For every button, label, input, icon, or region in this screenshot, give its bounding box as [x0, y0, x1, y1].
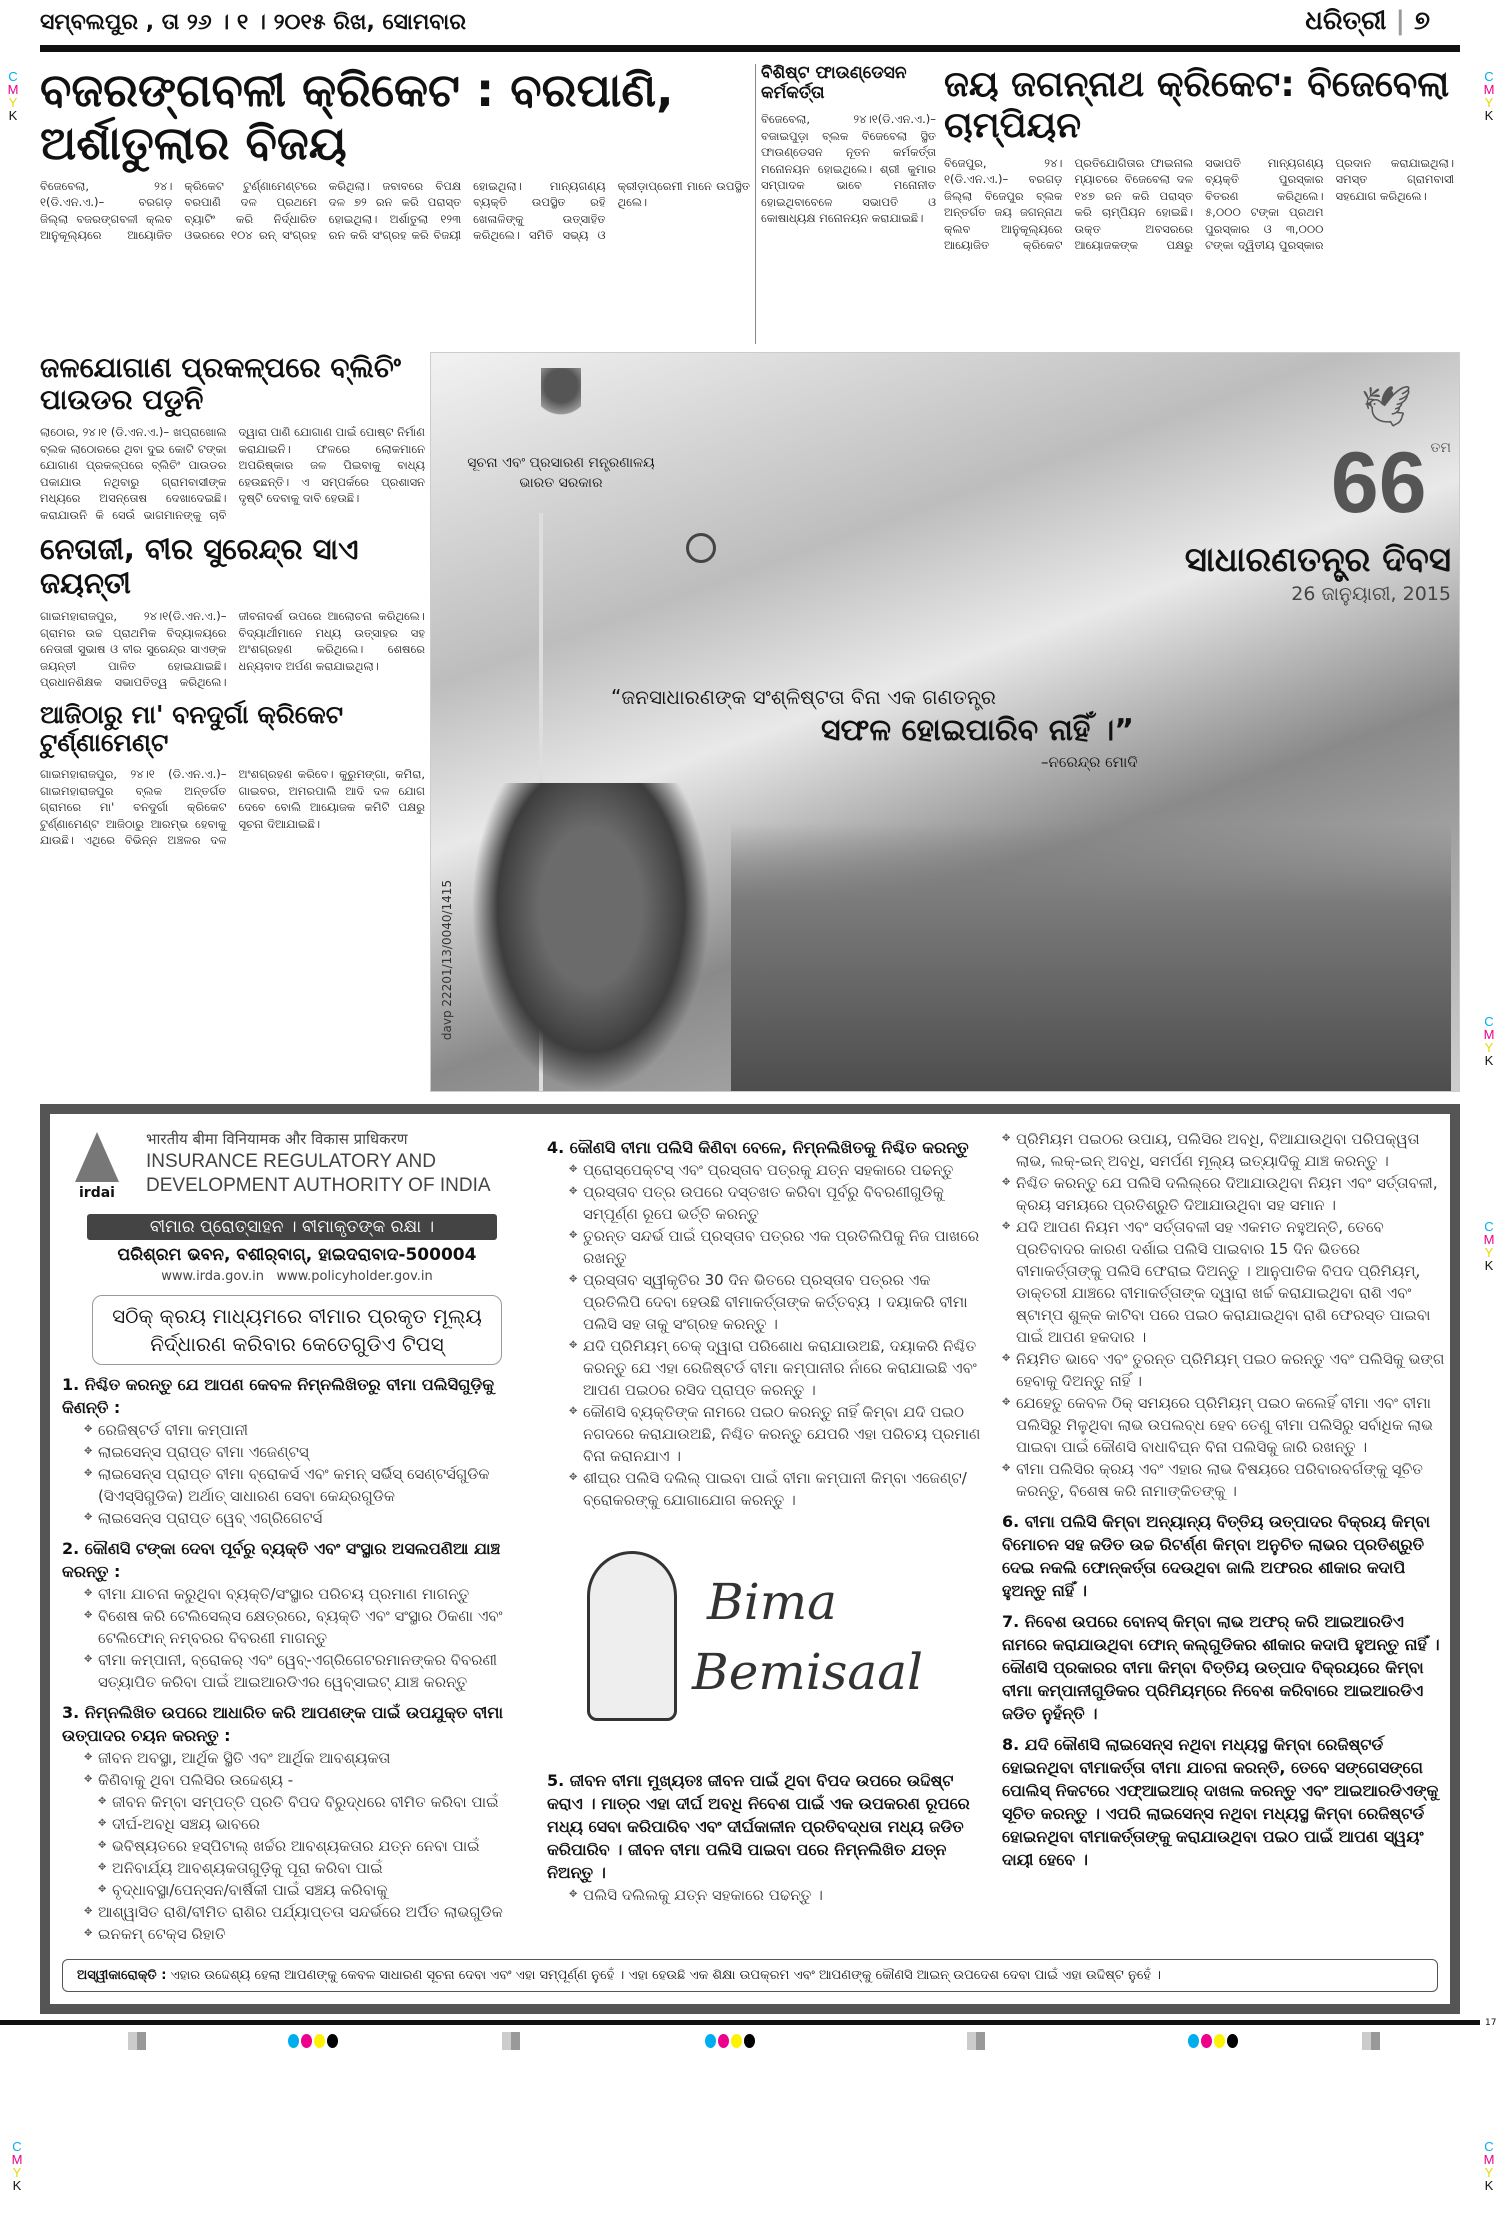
list-item: ✥ ଲାଇସେନ୍ସ ପ୍ରାପ୍ତ ବୀମା ଏଜେଣ୍ଟସ୍	[84, 1441, 532, 1463]
article-sivik	[761, 64, 936, 227]
anniversary-suffix: ତମ	[1430, 440, 1451, 456]
bullet-list	[62, 1583, 532, 1693]
list-item: ✥ ଅନିବାର୍ଯ୍ୟ ଆବଶ୍ୟକତାଗୁଡ଼ିକୁ ପୂରା କରିବା ପାଇଁ	[98, 1857, 532, 1879]
top-articles-row	[40, 64, 1460, 344]
article-jagannath-body: ବିଜେପୁର, ୨୪।୧(ଡି.ଏନ.ଏ.)– ବରଗଡ଼ ଜିଲ୍ଲା ବିଜେପୁର ବ୍ଲକ ଅନ୍ତର୍ଗତ ଜୟ ଜଗନ୍ନାଥ କ୍ଲବ ଆନୁକୂଲ୍ୟରେ ଆୟୋଜିତ କ୍ରିକେଟ ପ୍ରତିଯୋଗିତାର ଫାଇନାଲ ମ୍ୟାଚରେ ବିଜେବେଲା ଦଳ ୧୪୭ ରନ କରି ପରାସ୍ତ କରି ଚାମ୍ପିୟନ ହୋଇଛି। ଉକ୍ତ ଅବସରରେ ଆୟୋଜକଙ୍କ ପକ୍ଷରୁ ସଭାପତି ମାନ୍ୟଗଣ୍ୟ ବ୍ୟକ୍ତି ପୁରସ୍କାର ବିତରଣ କରିଥିଲେ। ୫,୦୦୦ ଟଙ୍କା ପ୍ରଥମ ପୁରସ୍କାର ଓ ୩,୦୦୦ ଟଙ୍କା ଦ୍ୱିତୀୟ ପୁରସ୍କାର ପ୍ରଦାନ କରାଯାଇଥିଲା। ସମସ୍ତ ଗ୍ରାମବାସୀ ସହଯୋଗ କରିଥିଲେ।	[944, 155, 1454, 253]
section-5-continued	[1002, 1128, 1447, 1502]
irda-column-1	[62, 1128, 532, 1945]
list-item: ✥ ଯଦି ପ୍ରିମିୟମ୍ ଚେକ୍ ଦ୍ୱାରା ପରିଶୋଧ କରାଯାଉଅଛି, ଦୟାକରି ନିଶ୍ଚିତ କରନ୍ତୁ ଯେ ଏହା ରେଜିଷ୍ଟର୍ଡ ବୀମା କମ୍ପାନୀର ନାଁରେ କରାଯାଇଛି ଏବଂ ଆପଣ ପଇଠର ରସିଦ ପ୍ରାପ୍ତ କରନ୍ତୁ ।	[569, 1335, 987, 1401]
list-item: ✥ ଇନକମ୍ ଟେକ୍ସ ରିହାତି	[84, 1923, 532, 1945]
middle-row	[40, 352, 1460, 1092]
irda-column-2	[547, 1128, 987, 1906]
text: M	[1483, 2152, 1495, 2167]
headline-jalayogana: ଜଳଯୋଗାଣ ପ୍ରକଳ୍ପରେ ବ୍ଲିଚିଂ ପାଉଡର ପଡୁନି	[40, 351, 401, 417]
folio: 17	[1485, 2018, 1497, 2028]
disclaimer-label: ଅସ୍ୱୀକାରୋକ୍ତି :	[77, 1968, 167, 1983]
list-item: ✥ ନିଶ୍ଚିତ କରନ୍ତୁ ଯେ ପଲିସି ଦଲିଲ୍‌ରେ ଦିଆଯାଉଥିବା ନିୟମ ଏବଂ ସର୍ତ୍ତାବଳୀ, କ୍ରୟ ସମୟରେ ପ୍ରତିଶ୍ରୁତି ଦିଆଯାଉଥିବା ସହ ସମାନ ।	[1002, 1172, 1447, 1216]
irda-name-block	[146, 1128, 532, 1198]
ink-dot	[288, 2034, 299, 2048]
section-heading: 3. ନିମ୍ନଲିଖିତ ଉପରେ ଆଧାରିତ କରି ଆପଣଙ୍କ ପାଇଁ ଉପଯୁକ୍ତ ବୀମା ଉତ୍ପାଦର ଚୟନ କରନ୍ତୁ :	[62, 1703, 504, 1745]
text: C	[12, 2139, 22, 2154]
article-sivik-body: ବିଜେବେଲା, ୨୪।୧(ଡି.ଏନ.ଏ.)– ବଜାଇପୁଡ଼ା ବ୍ଲକ ବିଜେବେଲା ସ୍ଥିତ ଫାଉଣ୍ଡେସନ ନୂତନ କର୍ମକର୍ତ୍ତା ମନୋନୟନ ହୋଇଥିଲେ। ଶ୍ରୀ କୁମାର ସମ୍ପାଦକ ଭାବେ ମନୋନୀତ ହୋଇଥିବାବେଳେ ସଭାପତି ଓ କୋଷାଧ୍ୟକ୍ଷ ମନୋନୟନ କରାଯାଇଛି।	[761, 112, 936, 226]
list-item: ✥ ରେଜିଷ୍ଟର୍ଡ ବୀମା କମ୍ପାନୀ	[84, 1419, 532, 1441]
text: Y	[1484, 95, 1494, 110]
text: K	[1484, 1053, 1494, 1068]
irda-tagline: ବୀମାର ପ୍ରୋତ୍ସାହନ । ବୀମାକୃତଙ୍କ ରକ୍ଷା ।	[87, 1214, 497, 1240]
list-item: ✥ ଲାଇସେନ୍ସ ପ୍ରାପ୍ତ ବୀମା ବ୍ରୋକର୍ସ ଏବଂ କମନ୍ ସର୍ଭିସ୍ ସେଣ୍ଟର୍ସଗୁଡିକ (ସିଏସ୍‌ସିଗୁଡିକ) ଅର୍ଥାତ୍ ସାଧାରଣ ସେବା କେନ୍ଦ୍ରଗୁଡିକ	[84, 1463, 532, 1507]
bullet-list	[547, 1159, 987, 1511]
text: K	[12, 2178, 22, 2193]
section-3	[62, 1701, 532, 1945]
list-item: ✥ ପ୍ରିମିୟମ ପଇଠର ଉପାୟ, ପଲିସିର ଅବଧି, ବିଆଯାଉଥିବା ପରିପକ୍ୱତା ଲାଭ, ଲକ୍-ଇନ୍ ଅବଧି, ସମର୍ପଣ ମୂଲ୍ୟ ଇତ୍ୟାଦିକୁ ଯାଞ୍ଚ କରନ୍ତୁ ।	[1002, 1128, 1447, 1172]
list-item: ✥ ବୀମା ଯାଚନା କରୁଥିବା ବ୍ୟକ୍ତି/ସଂସ୍ଥାର ପରିଚୟ ପ୍ରମାଣ ମାଗନ୍ତୁ	[84, 1583, 532, 1605]
text: K	[1484, 2178, 1494, 2193]
article-bajrangbali-body: ବିଜେବେଲା, ୨୪।୧(ଡି.ଏନ.ଏ.)– ବରଗଡ଼ ଜିଲ୍ଲା ବଜରଙ୍ଗବଳୀ କ୍ଲବ ଆନୁକୂଲ୍ୟରେ ଆୟୋଜିତ କ୍ରିକେଟ ଟୁର୍ଣ୍ଣାମେଣ୍ଟରେ ବରପାଣି ଦଳ ପ୍ରଥମେ ବ୍ୟାଟିଂ କରି ନିର୍ଦ୍ଧାରିତ ଓଭରରେ ୧୦୪ ରନ୍ ସଂଗ୍ରହ କରିଥିଲା। ଜବାବରେ ବିପକ୍ଷ ଦଳ ୭୨ ରନ କରି ପରାସ୍ତ ହୋଇଥିଲା। ଅର୍ଶାତୁଲା ୧୨୩ ରନ କରି ସଂଗ୍ରହ କରି ବିଜୟୀ ହୋଇଥିଲା। ମାନ୍ୟଗଣ୍ୟ ବ୍ୟକ୍ତି ଉପସ୍ଥିତ ରହି ଖେଳାଳିଙ୍କୁ ଉତ୍ସାହିତ କରିଥିଲେ। ସମିତି ସଭ୍ୟ ଓ କ୍ରୀଡ଼ାପ୍ରେମୀ ମାନେ ଉପସ୍ଥିତ ଥିଲେ।	[40, 178, 750, 243]
ink-dot	[731, 2034, 742, 2048]
article-bandurga	[40, 701, 425, 849]
color-registration-dots	[705, 2033, 757, 2052]
quote-line-1: “ଜନସାଧାରଣଙ୍କ ସଂଶ୍ଳିଷ୍ଟତା ବିନା ଏକ ଗଣତନ୍ତ୍ର	[611, 685, 996, 709]
ink-dot	[718, 2034, 729, 2048]
dove-icon: 🕊	[1361, 384, 1412, 430]
bullet-list	[547, 1884, 987, 1906]
header-rule	[40, 45, 1460, 52]
list-item: ✥ ପ୍ରସ୍ତାବ ପତ୍ର ଉପରେ ଦସ୍ତଖତ କରିବା ପୂର୍ବରୁ ବିବରଣୀଗୁଡିକୁ ସମ୍ପୂର୍ଣ୍ଣ ରୂପେ ଭର୍ତ୍ତି କରନ୍ତୁ	[569, 1181, 987, 1225]
list-item: ✥ ବୀମା ପଲିସିର କ୍ରୟ ଏବଂ ଏହାର ଲାଭ ବିଷୟରେ ପରିବାରବର୍ଗଙ୍କୁ ସୂଚିତ କରନ୍ତୁ, ବିଶେଷ କରି ନାମାଙ୍କିତଙ୍କୁ ।	[1002, 1458, 1447, 1502]
section-5	[547, 1769, 987, 1906]
list-item: ✥ କୌଣସି ବ୍ୟକ୍ତିଙ୍କ ନାମରେ ପଇଠ କରନ୍ତୁ ନାହିଁ କିମ୍ବା ଯଦି ପଇଠ ନଗଦରେ କରାଯାଉଅଛି, ନିଶ୍ଚିତ କରନ୍ତୁ ଯେପରି ଏହା ପରିଚୟ ପ୍ରମାଣ ବିନା କରାନଯାଏ ।	[569, 1401, 987, 1467]
list-item: ✥ ନିୟମିତ ଭାବେ ଏବଂ ତୁରନ୍ତ ପ୍ରିମିୟମ୍ ପଇଠ କରନ୍ତୁ ଏବଂ ପଲିସିକୁ ଭଙ୍ଗ ହେବାକୁ ଦିଅନ୍ତୁ ନାହିଁ ।	[1002, 1348, 1447, 1392]
text: C	[1484, 1014, 1494, 1029]
list-item: ✥ ତୁରନ୍ତ ସନ୍ଦର୍ଭ ପାଇଁ ପ୍ରସ୍ତାବ ପତ୍ରର ଏକ ପ୍ରତିଲିପିକୁ ନିଜ ପାଖରେ ରଖନ୍ତୁ	[569, 1225, 987, 1269]
column-rule	[755, 64, 756, 344]
color-registration-dots	[1188, 2033, 1240, 2052]
text: M	[1483, 82, 1495, 97]
text: K	[1484, 1258, 1494, 1273]
separator: |	[1395, 6, 1406, 36]
cmyk-mark-left-bottom	[10, 2140, 24, 2192]
irda-address: ପରିଶ୍ରମ ଭବନ, ବଶୀର୍‌ବାଗ୍, ହାଇଦରାବାଦ-500004	[117, 1245, 477, 1265]
section-4	[547, 1136, 987, 1511]
kicker-sivik: ବିଶିଷ୍ଟ ଫାଉଣ୍ଡେସନ କର୍ମକର୍ତ୍ତା	[761, 63, 907, 103]
list-item: ✥ କିଣିବାକୁ ଥିବା ପଲିସିର ଉଦ୍ଦେଶ୍ୟ -	[84, 1769, 532, 1791]
list-item: ✥ ପ୍ରୋସ୍ପେକ୍ଟସ୍ ଏବଂ ପ୍ରସ୍ତାବ ପତ୍ରକୁ ଯତ୍ନ ସହକାରେ ପଢନ୍ତୁ	[569, 1159, 987, 1181]
irda-logo-text: irdai	[79, 1185, 115, 1201]
list-item: ✥ ଦୀର୍ଘ-ଅବଧି ସଞ୍ଚୟ ଭାବରେ	[98, 1813, 532, 1835]
text: M	[7, 82, 19, 97]
tips-title: ସଠିକ୍ କ୍ରୟ ମାଧ୍ୟମରେ ବୀମାର ପ୍ରକୃତ ମୂଲ୍ୟ ନିର୍ଦ୍ଧାରଣ କରିବାର କେତେଗୁଡିଏ ଟିପସ୍	[92, 1295, 502, 1365]
list-item: ✥ ଜୀବନ କିମ୍ବା ସମ୍ପତ୍ତି ପ୍ରତି ବିପଦ ବିରୁଦ୍ଧରେ ବୀମିତ କରିବା ପାଇଁ	[98, 1791, 532, 1813]
article-bandurga-body: ଗାଇମହାରାଜପୁର, ୨୪।୧ (ଡି.ଏନ.ଏ.)– ଗାଇମହାରାଜପୁର ବ୍ଲକ ଅନ୍ତର୍ଗତ ଗ୍ରାମରେ ମା' ବନଦୁର୍ଗା କ୍ରିକେଟ ଟୁର୍ଣ୍ଣାମେଣ୍ଟ ଆଜିଠାରୁ ଆରମ୍ଭ ହେବାକୁ ଯାଉଛି। ଏଥିରେ ବିଭିନ୍ନ ଅଞ୍ଚଳର ଦଳ ଅଂଶଗ୍ରହଣ କରିବେ। କୁରୁମଙ୍ଗା, କମିରା, ଗାଇବର, ଅମରପାଲି ଆଦି ଦଳ ଯୋଗ ଦେବେ ବୋଲି ଆୟୋଜକ କମିଟି ପକ୍ଷରୁ ସୂଚନା ଦିଆଯାଇଛି।	[40, 767, 425, 848]
text: K	[8, 108, 18, 123]
irda-name-line-2: DEVELOPMENT AUTHORITY OF INDIA	[146, 1175, 491, 1196]
text: Y	[1484, 1040, 1494, 1055]
ink-dot	[314, 2034, 325, 2048]
article-jalayogana-body: ଲାଠୋର, ୨୪।୧ (ଡି.ଏନ.ଏ.)– ଖପ୍ରାଖୋଲ ବ୍ଲକ ଲାଠୋରରେ ଥିବା ଦୁଇ କୋଟି ଟଙ୍କା ଯୋଗାଣ ପ୍ରକଳ୍ପରେ ବ୍ଲିଚିଂ ପାଉଡର ପକାଯାଉ ନଥିବାରୁ ଗ୍ରାମବାସୀଙ୍କ ମଧ୍ୟରେ ଅସନ୍ତୋଷ ଦେଖାଦେଇଛି। କରାଯାଉନି କି ସେଉଁ ଭାଗମାନଙ୍କୁ ଚାବି ଦ୍ୱାରା ପାଣି ଯୋଗାଣ ପାଇଁ ପୋଷ୍ଟ ନିର୍ମାଣ କରାଯାଇନି। ଫଳରେ ଲୋକମାନେ ଅପରିଷ୍କାର ଜଳ ପିଇବାକୁ ବାଧ୍ୟ ହେଉଛନ୍ତି। ଏ ସମ୍ପର୍କରେ ପ୍ରଶାସନ ଦୃଷ୍ଟି ଦେବାକୁ ଦାବି ହେଉଛି।	[40, 425, 425, 522]
article-bajrangbali	[40, 64, 750, 244]
cmyk-mark-right-bottom	[1482, 2140, 1496, 2192]
text: M	[1483, 1027, 1495, 1042]
section-heading: 2. କୌଣସି ଟଙ୍କା ଦେବା ପୂର୍ବରୁ ବ୍ୟକ୍ତି ଏବଂ ସଂସ୍ଥାର ଅସଲପଣିଆ ଯାଞ୍ଚ କରନ୍ତୁ :	[62, 1539, 501, 1581]
text: C	[8, 69, 18, 84]
headline-bajrangbali: ବଜରଙ୍ଗବଳୀ କ୍ରିକେଟ : ବରପାଣି, ଅର୍ଶାତୁଲାର ବିଜୟ	[40, 63, 674, 170]
ink-dot	[1201, 2034, 1212, 2048]
government-name: ଭାରତ ସରକାର	[519, 475, 603, 491]
ministry-label	[441, 453, 681, 493]
section-6: 6. ବୀମା ପଲିସି କିମ୍ବା ଅନ୍ୟାନ୍ୟ ବିତ୍ତିୟ ଉତ୍ପାଦର ବିକ୍ରୟ କିମ୍ବା ବିମୋଚନ ସହ ଜଡିତ ଉଚ୍ଚ ରିଟର୍ଣ୍ଣ କିମ୍ବା ଅନୁଚିତ ଲାଭର ପ୍ରତିଶ୍ରୁତି ଦେଇ ନକଲି ଫୋନ୍‌କର୍ତ୍ତା ଦେଉଥିବା ଜାଲି ଅଫରର ଶୀକାର କଦାପି ହୁଅନ୍ତୁ ନାହିଁ ।	[1002, 1512, 1431, 1600]
ink-dot	[1214, 2034, 1225, 2048]
irda-website-link[interactable]: www.irda.gov.in	[161, 1269, 265, 1284]
worker-photo	[471, 783, 711, 1092]
list-item: ✥ ପ୍ରସ୍ତାବ ସ୍ୱୀକୃତିର 30 ଦିନ ଭିତରେ ପ୍ରସ୍ତାବ ପତ୍ରର ଏକ ପ୍ରତିଲିପି ଦେବା ହେଉଛି ବୀମାକର୍ତ୍ତାଙ୍କ କର୍ତ୍ତବ୍ୟ । ଦୟାକରି ବୀମା ପଲିସି ସହ ତାକୁ ସଂଗ୍ରହ କରନ୍ତୁ ।	[569, 1269, 987, 1335]
article-netaji	[40, 533, 425, 690]
ink-dot	[744, 2034, 755, 2048]
bima-bemisaal-logo	[547, 1531, 987, 1761]
quote-line-2: ସଫଳ ହୋଇପାରିବ ନାହିଁ ।”	[821, 713, 1134, 748]
text: C	[1484, 1219, 1494, 1234]
quote-attribution: –ନରେନ୍ଦ୍ର ମୋଦି	[1041, 753, 1138, 771]
irda-column-3	[1002, 1128, 1447, 1871]
list-item: ✥ ବୀମା କମ୍ପାନୀ, ବ୍ରୋକର୍ ଏବଂ ୱେବ୍-ଏଗ୍ରିଗେଟରମାନଙ୍କର ବିବରଣୀ ସତ୍ୟାପିତ କରିବା ପାଇଁ ଆଇଆରଡିଏର ୱେବ୍‌ସାଇଟ୍ ଯାଞ୍ଚ କରନ୍ତୁ	[84, 1649, 532, 1693]
headline-jay-jagannath: ଜୟ ଜଗନ୍ନାଥ କ୍ରିକେଟ: ବିଜେବେଲା ଚାମ୍ପିୟନ	[944, 64, 1450, 147]
list-item: ✥ ଲାଇସେନ୍ସ ପ୍ରାପ୍ତ ୱେବ୍ ଏଗ୍ରିଗେଟର୍ସ	[84, 1507, 532, 1529]
list-item: ✥ ବିଶେଷ କରି ଟେଲିସେଲ୍ସ କ୍ଷେତ୍ରରେ, ବ୍ୟକ୍ତି ଏବଂ ସଂସ୍ଥାର ଠିକଣା ଏବଂ ଟେଲିଫୋନ୍ ନମ୍ବରର ବିବରଣୀ ମାଗନ୍ତୁ	[84, 1605, 532, 1649]
ministry-name: ସୂଚନା ଏବଂ ପ୍ରସାରଣ ମନ୍ତ୍ରଣାଳୟ	[467, 455, 655, 471]
article-jagannath	[944, 64, 1454, 254]
ink-dot	[1188, 2034, 1199, 2048]
page-number: ୭	[1414, 6, 1430, 36]
text: C	[1484, 69, 1494, 84]
section-heading: 1. ନିଶ୍ଚିତ କରନ୍ତୁ ଯେ ଆପଣ କେବଳ ନିମ୍ନଲିଖିତରୁ ବୀମା ପଲିସିଗୁଡ଼ିକୁ କିଣନ୍ତି :	[62, 1375, 495, 1417]
bullet-list	[1002, 1128, 1447, 1502]
ink-dot	[705, 2034, 716, 2048]
section-2	[62, 1537, 532, 1693]
ashoka-chakra-icon	[686, 533, 716, 563]
disclaimer-text: ଏହାର ଉଦ୍ଦେଶ୍ୟ ହେଲା ଆପଣଙ୍କୁ କେବଳ ସାଧାରଣ ସୂଚନା ଦେବା ଏବଂ ଏହା ସମ୍ପୂର୍ଣ୍ଣ ନୁହେଁ । ଏହା ହେଉଛି ଏକ ଶିକ୍ଷା ଉପକ୍ରମ ଏବଂ ଆପଣଙ୍କୁ କୌଣସି ଆଇନ୍ ଉପଦେଶ ଦେବା ପାଇଁ ଏହା ଉଦ୍ଦିଷ୍ଟ ନୁହେଁ ।	[170, 1968, 1161, 1983]
text: Y	[12, 2165, 22, 2180]
list-item: ✥ ପଲିସି ଦଲିଲକୁ ଯତ୍ନ ସହକାରେ ପଢନ୍ତୁ ।	[569, 1884, 987, 1906]
ink-dot	[301, 2034, 312, 2048]
irda-name-line-1: INSURANCE REGULATORY AND	[146, 1151, 437, 1172]
registration-block	[967, 2032, 985, 2050]
davp-code: davp 22201/13/0040/1415	[440, 879, 454, 1041]
list-item: ✥ ଜୀବନ ଅବସ୍ଥା, ଆର୍ଥିକ ସ୍ଥିତି ଏବଂ ଆର୍ଥିକ ଆବଶ୍ୟକତା	[84, 1747, 532, 1769]
ink-dot	[327, 2034, 338, 2048]
text: C	[1484, 2139, 1494, 2154]
ink-dot	[1227, 2034, 1238, 2048]
headline-netaji: ନେତାଜୀ, ବୀର ସୁରେନ୍ଦ୍ର ସାଏ ଜୟନ୍ତୀ	[40, 532, 359, 600]
page-footer	[40, 2018, 1497, 2060]
anniversary-number: 66	[1330, 435, 1427, 531]
list-item: ✥ ଭବିଷ୍ୟତରେ ହସ୍ପିଟାଲ୍ ଖର୍ଚ୍ଚର ଆବଶ୍ୟକତାର ଯତ୍ନ ନେବା ପାଇଁ	[98, 1835, 532, 1857]
list-item: ✥ ବୃଦ୍ଧାବସ୍ଥା/ପେନ୍‌ସନ/ବାର୍ଷିକୀ ପାଇଁ ସଞ୍ଚୟ କରିବାକୁ	[98, 1879, 532, 1901]
dateline: ସମ୍ବଲପୁର , ତା ୨୬ । ୧ । ୨୦୧୫ ରିଖ, ସୋମବାର	[40, 10, 466, 35]
text: M	[11, 2152, 23, 2167]
people-group-photo	[731, 823, 1451, 1092]
text: K	[1484, 108, 1494, 123]
bullet-list	[62, 1747, 532, 1945]
section-1	[62, 1373, 532, 1529]
list-item: ✥ ଆଶ୍ୱାସିତ ରାଶି/ବୀମିତ ରାଶିର ପର୍ଯ୍ୟାପ୍ତତା ସନ୍ଦର୍ଭରେ ଅର୍ପିତ ଲାଭଗୁଡିକ	[84, 1901, 532, 1923]
irda-websites	[62, 1267, 532, 1287]
article-netaji-body: ଗାଇମହାରାଜପୁର, ୨୪।୧(ଡି.ଏନ.ଏ.)– ଗ୍ରାମର ଉଚ୍ଚ ପ୍ରାଥମିକ ବିଦ୍ୟାଳୟରେ ନେତାଜୀ ସୁଭାଷ ଓ ବୀର ସୁରେନ୍ଦ୍ର ସାଏଙ୍କ ଜୟନ୍ତୀ ପାଳିତ ହୋଇଯାଇଛି। ପ୍ରଧାନଶିକ୍ଷକ ସଭାପତିତ୍ୱ କରିଥିଲେ। ଜୀବନାଦର୍ଶ ଉପରେ ଆଲୋଚନା କରିଥିଲେ। ବିଦ୍ୟାର୍ଥୀମାନେ ମଧ୍ୟ ଉତ୍ସାହର ସହ ଅଂଶଗ୍ରହଣ କରିଥିଲେ। ଶେଷରେ ଧନ୍ୟବାଦ ଅର୍ପଣ କରାଯାଇଥିଲା।	[40, 609, 425, 690]
footer-rule	[0, 2020, 1480, 2025]
bima-text: Bima	[707, 1573, 837, 1631]
irda-logo	[62, 1128, 132, 1202]
text: Y	[1484, 2165, 1494, 2180]
text: Y	[8, 95, 18, 110]
paper-name: ଧରିତ୍ରୀ	[1305, 6, 1387, 36]
irda-logo-icon	[75, 1132, 119, 1182]
section-7: 7. ନିବେଶ ଉପରେ ବୋନସ୍ କିମ୍ବା ଲାଭ ଅଫର୍ କରି ଆଇଆରଡିଏ ନାମରେ କରାଯାଉଥିବା ଫୋନ୍ କଲ୍‌ଗୁଡିକର ଶୀକାର କଦାପି ହୁଅନ୍ତୁ ନାହିଁ । କୌଣସି ପ୍ରକାରର ବୀମା କିମ୍ବା ବିତ୍ତିୟ ଉତ୍ପାଦ ବିକ୍ରୟରେ କିମ୍ବା ବୀମା କମ୍ପାନୀଗୁଡିକର ପ୍ରିମିୟମ୍‌ରେ ନିବେଶ କରିବାରେ ଆଇଆରଡିଏ ଜଡିତ ନୁହଁନ୍ତି ।	[1002, 1612, 1440, 1723]
list-item: ✥ ଯଦି ଆପଣ ନିୟମ ଏବଂ ସର୍ତ୍ତାବଳୀ ସହ ଏକମତ ନହୁଅନ୍ତି, ତେବେ ପ୍ରତିବାଦର କାରଣ ଦର୍ଶାଇ ପଲିସି ପାଇବାର 15 ଦିନ ଭିତରେ ବୀମାକର୍ତ୍ତାଙ୍କୁ ପଲିସି ଫେରାଇ ଦିଅନ୍ତୁ । ଆନୁପାତିକ ବିପଦ ପ୍ରିମିୟମ୍, ଡାକ୍ତରୀ ଯାଞ୍ଚରେ ବୀମାକର୍ତ୍ତାଙ୍କ ଦ୍ୱାରା ଖର୍ଚ୍ଚ କରାଯାଇଥିବା ରାଶି ଏବଂ ଷ୍ଟାମ୍ପ ଶୁଳ୍କ କାଟିବା ପରେ ପଇଠ କରାଯାଇଥିବା ରାଶି ଫେରସ୍ତ ପାଇବା ପାଇଁ ଆପଣ ହକଦାର ।	[1002, 1216, 1447, 1348]
text: M	[1483, 1232, 1495, 1247]
registration-block	[1362, 2032, 1380, 2050]
anniversary-block	[1131, 433, 1451, 607]
irda-advertisement	[40, 1104, 1460, 2014]
list-item: ✥ ଶୀଘ୍ର ପଲିସି ଦଲିଲ୍ ପାଇବା ପାଇଁ ବୀମା କମ୍ପାନୀ କିମ୍ବା ଏଜେଣ୍ଟ/ବ୍ରୋକରଙ୍କୁ ଯୋଗାଯୋଗ କରନ୍ତୁ ।	[569, 1467, 987, 1511]
bullet-list	[62, 1419, 532, 1529]
thumbs-up-mascot-icon	[587, 1551, 677, 1721]
national-emblem-icon	[541, 368, 581, 428]
policyholder-website-link[interactable]: www.policyholder.gov.in	[276, 1269, 433, 1284]
section-heading: 4. କୌଣସି ବୀମା ପଲିସି କିଣିବା ବେଳେ, ନିମ୍ନଲିଖିତକୁ ନିଶ୍ଚିତ କରନ୍ତୁ	[547, 1138, 969, 1157]
republic-day-title: ସାଧାରଣତନ୍ତ୍ର ଦିବସ	[1184, 540, 1451, 580]
registration-block	[128, 2032, 146, 2050]
disclaimer-box	[62, 1959, 1438, 1992]
headline-bandurga: ଆଜିଠାରୁ ମା' ବନଦୁର୍ଗା କ୍ରିକେଟ ଟୁର୍ଣ୍ଣାମେଣ୍ଟ	[40, 699, 344, 758]
masthead-paper-name	[1305, 6, 1430, 37]
text: Y	[1484, 1245, 1494, 1260]
republic-day-date: 26 ଜାନୁୟାରୀ, 2015	[1291, 583, 1451, 605]
section-heading: 5. ଜୀବନ ବୀମା ମୁଖ୍ୟତଃ ଜୀବନ ପାଇଁ ଥିବା ବିପଦ ଉପରେ ଉଦ୍ଦିଷ୍ଟ କରାଏ । ମାତ୍ର ଏହା ଦୀର୍ଘ ଅବଧି ନିବେଶ ପାଇଁ ଏକ ଉପକରଣ ରୂପରେ ମଧ୍ୟ ସେବା କରିପାରିବ ଏବଂ ଦୀର୍ଘକାଳୀନ ପ୍ରତିବଦ୍ଧତା ମଧ୍ୟ ଜଡିତ କରିପାରିବ । ଜୀବନ ବୀମା ପଲିସି ପାଇବା ପରେ ନିମ୍ନଲିଖିତ ଯତ୍ନ ନିଅନ୍ତୁ ।	[547, 1771, 970, 1882]
section-8: 8. ଯଦି କୌଣସି ଲାଇସେନ୍ସ ନଥିବା ମଧ୍ୟସ୍ଥ କିମ୍ବା ରେଜିଷ୍ଟର୍ଡ ହୋଇନଥିବା ବୀମାକର୍ତ୍ତା ବୀମା ଯାଚନା କରନ୍ତି, ତେବେ ସଙ୍ଗେସଙ୍ଗେ ପୋଲିସ୍ ନିକଟରେ ଏଫ୍‌ଆଇଆର୍ ଦାଖଲ କରନ୍ତୁ ଏବଂ ଆଇଆରଡିଏଙ୍କୁ ସୂଚିତ କରନ୍ତୁ । ଏପରି ଲାଇସେନ୍ସ ନଥିବା ମଧ୍ୟସ୍ଥ କିମ୍ବା ରେଜିଷ୍ଟର୍ଡ ହୋଇନଥିବା ବୀମାକର୍ତ୍ତାଙ୍କୁ କରାଯାଉଥିବା ପଇଠ ପାଇଁ ଆପଣ ସ୍ୱୟଂ ଦାୟୀ ହେବେ ।	[1002, 1735, 1439, 1869]
left-column	[40, 352, 425, 859]
list-item: ✥ ଯେହେତୁ କେବଳ ଠିକ୍ ସମୟରେ ପ୍ରିମିୟମ୍ ପଇଠ କଲେହିଁ ବୀମା ଏବଂ ବୀମା ପଲିସିରୁ ମିଳୁଥିବା ଲାଭ ଉପଲବ୍ଧ ହେବ ତେଣୁ ବୀମା ପଲିସିରୁ ସର୍ବାଧିକ ଲାଭ ପାଇବା ପାଇଁ କୌଣସି ବାଧାବିଘ୍ନ ବିନା ପଲିସିକୁ ଜାରି ରଖନ୍ତୁ ।	[1002, 1392, 1447, 1458]
registration-block	[502, 2032, 520, 2050]
article-jalayogana	[40, 352, 425, 523]
quote-block	[611, 683, 1331, 773]
irda-columns	[62, 1128, 1445, 1945]
republic-day-advertisement	[430, 352, 1460, 1092]
page-header	[40, 0, 1460, 56]
irda-hindi-name: भारतीय बीमा विनियामक और विकास प्राधिकरण	[146, 1130, 408, 1148]
color-registration-dots	[288, 2033, 340, 2052]
bemisaal-text: Bemisaal	[692, 1643, 924, 1701]
irda-logo-block	[62, 1128, 532, 1202]
